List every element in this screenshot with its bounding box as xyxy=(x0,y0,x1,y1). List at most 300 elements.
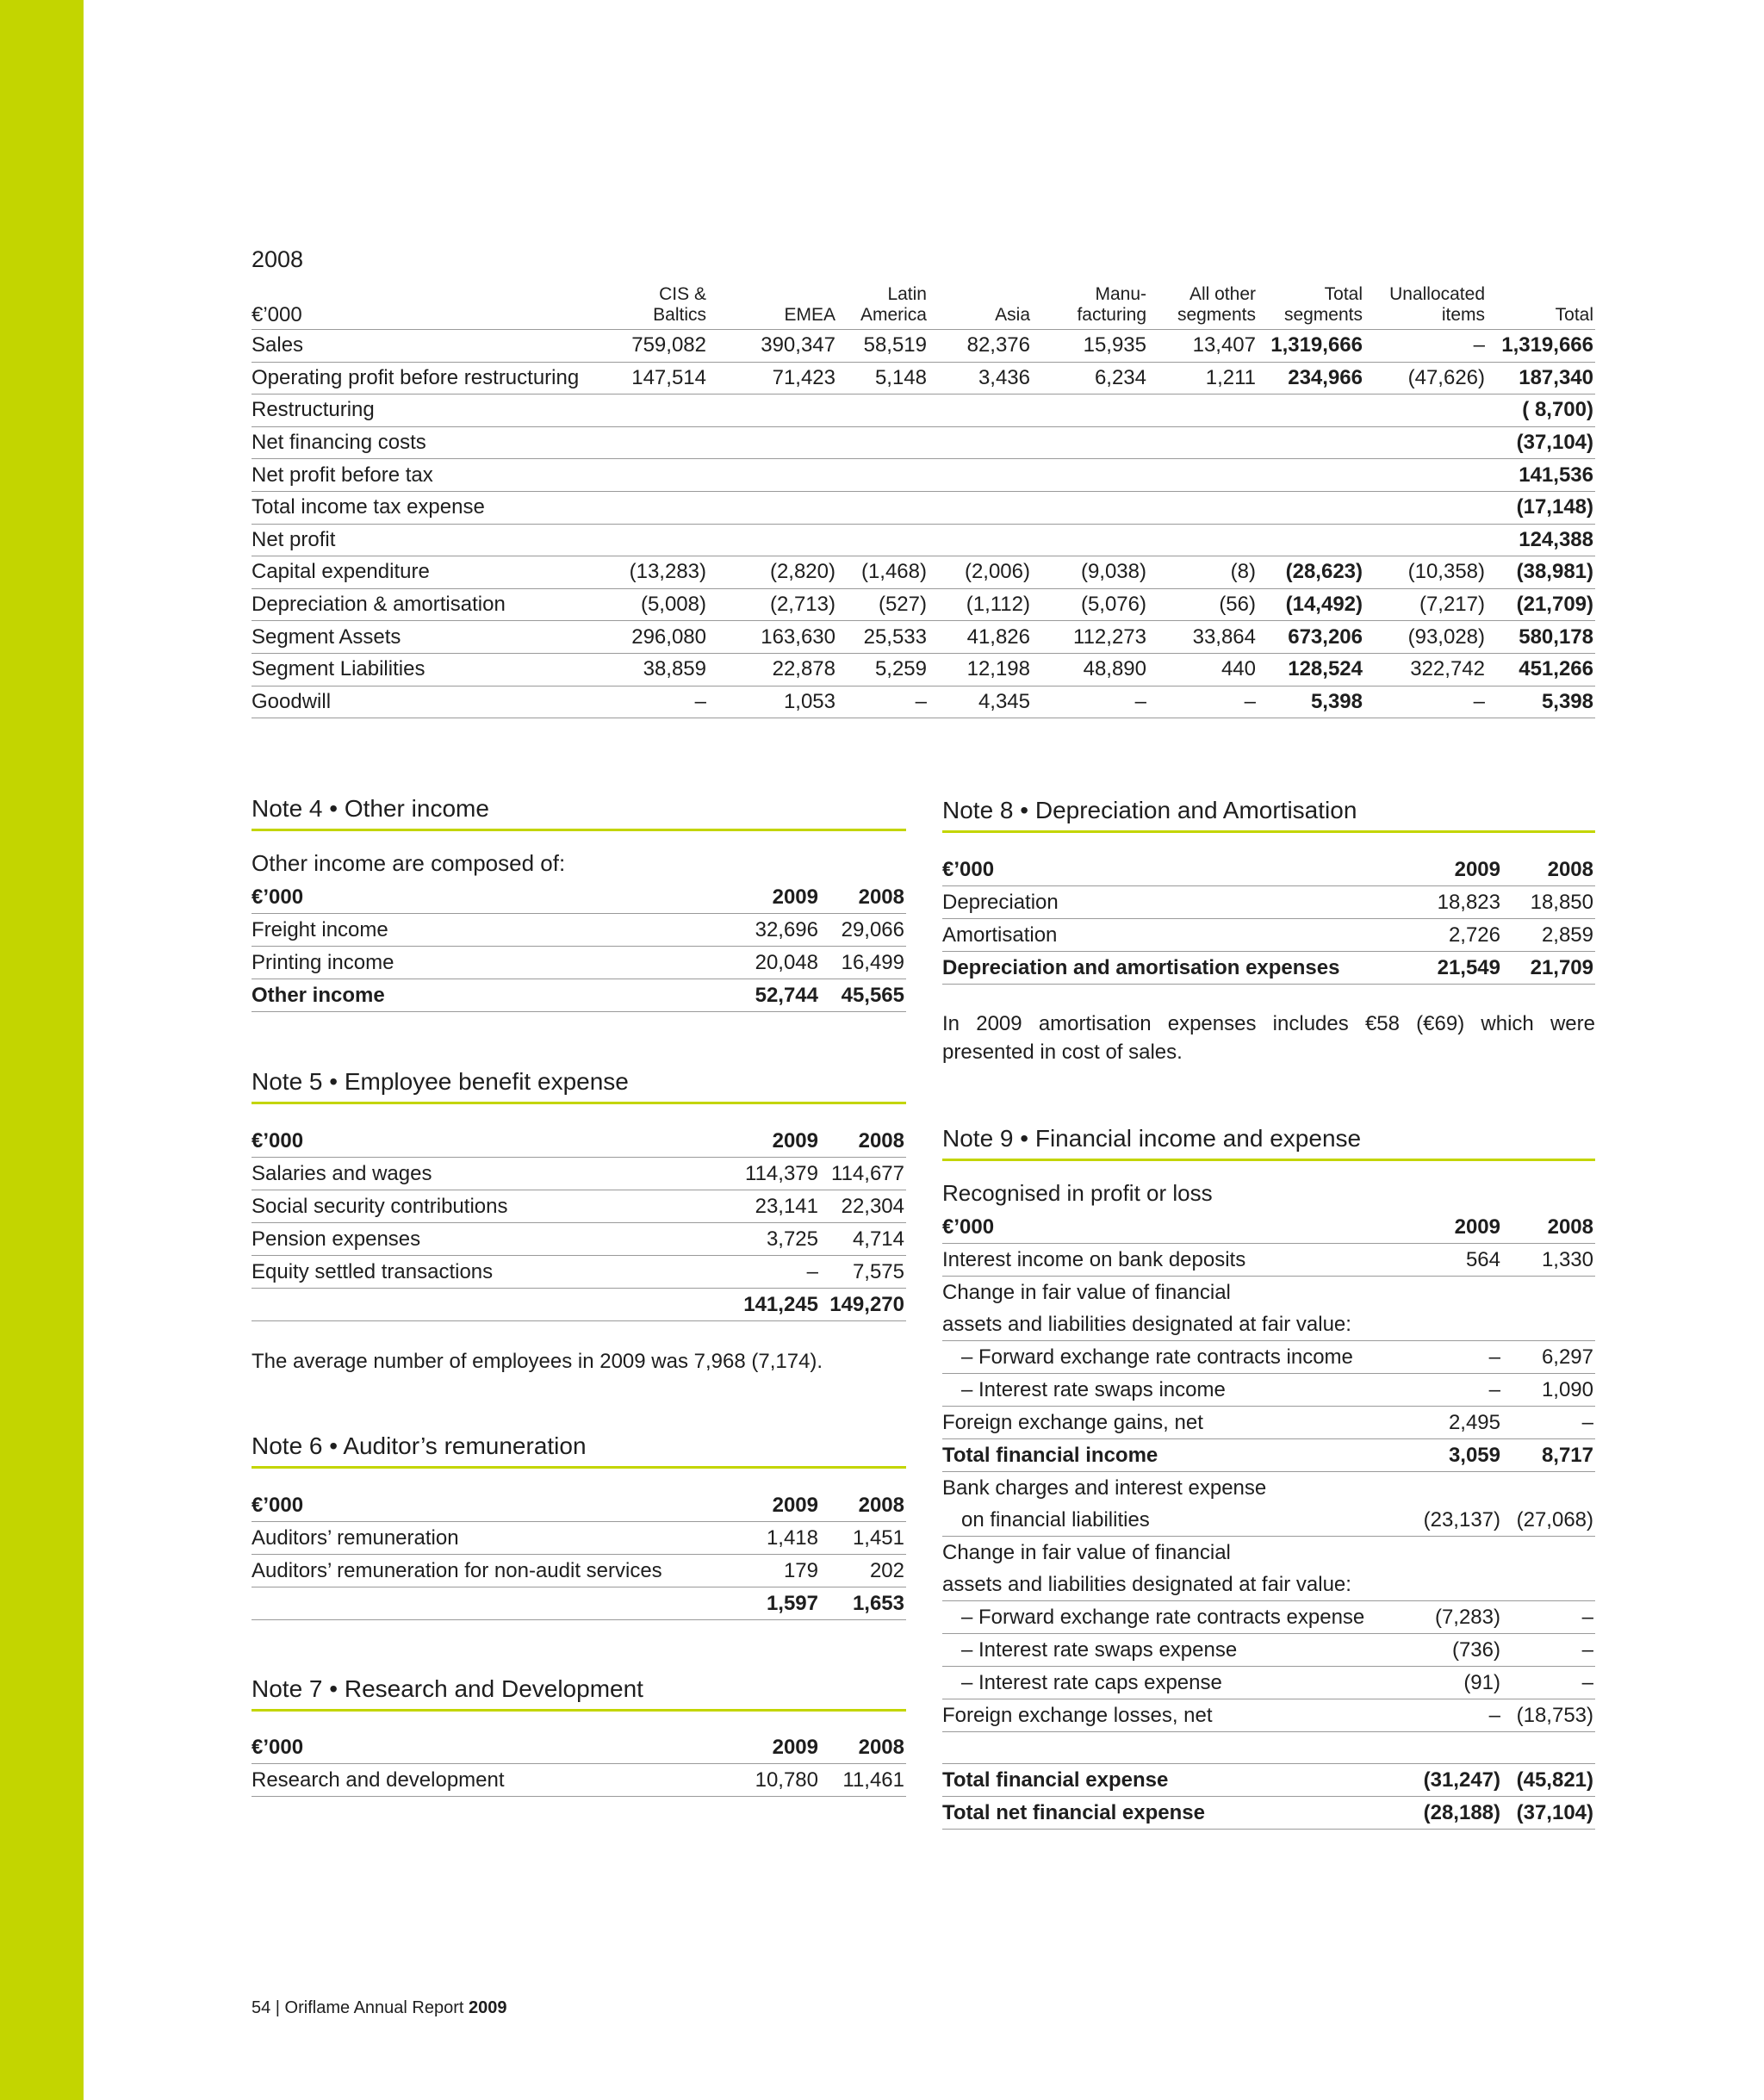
segment-header-latin-america: Latin America xyxy=(837,284,929,330)
segment-cell-latin-america xyxy=(837,395,929,427)
row-label: Bank charges and interest expense xyxy=(942,1476,1267,1500)
row-label xyxy=(252,1587,717,1620)
table-row xyxy=(252,395,1595,427)
segment-year-heading: 2008 xyxy=(252,246,304,272)
segment-cell-total-segments: (14,492) xyxy=(1258,588,1364,621)
segment-cell-latin-america: 5,259 xyxy=(837,653,929,686)
value-2008: 22,304 xyxy=(820,1190,906,1223)
segment-cell-manufacturing: 6,234 xyxy=(1032,362,1148,395)
table-row xyxy=(942,1601,1595,1634)
segment-cell-manufacturing xyxy=(1032,395,1148,427)
segment-table-header xyxy=(252,284,1595,330)
value-2008: 114,677 xyxy=(820,1158,906,1190)
value-2008: 6,297 xyxy=(1502,1341,1595,1374)
value-2009: – xyxy=(1390,1341,1502,1374)
row-label: Operating profit before restructuring xyxy=(252,362,613,395)
note5-header-2008: 2008 xyxy=(820,1125,906,1158)
value-2009: 1,418 xyxy=(717,1522,820,1555)
segment-cell-latin-america xyxy=(837,524,929,556)
row-label: – Forward exchange rate contracts income xyxy=(942,1341,1390,1374)
row-label: Total income tax expense xyxy=(252,491,613,524)
segment-cell-latin-america: (527) xyxy=(837,588,929,621)
note6-table xyxy=(252,1489,906,1620)
value-2009: 21,549 xyxy=(1390,952,1502,985)
value-2008: 29,066 xyxy=(820,914,906,947)
value-2009: – xyxy=(717,1256,820,1289)
value-2008: – xyxy=(1502,1407,1595,1439)
table-row xyxy=(252,686,1595,718)
segment-cell-total: 124,388 xyxy=(1487,524,1595,556)
segment-cell-manufacturing xyxy=(1032,459,1148,492)
table-row xyxy=(252,621,1595,654)
segment-cell-cis-baltics: 38,859 xyxy=(613,653,708,686)
segment-cell-manufacturing xyxy=(1032,426,1148,459)
segment-header-total: Total xyxy=(1487,284,1595,330)
note6-header-unit: €’000 xyxy=(252,1489,717,1522)
row-label: Depreciation and amortisation expenses xyxy=(942,952,1390,985)
note5-text: The average number of employees in 2009 was 7,968 (7,174). xyxy=(252,1350,823,1373)
value-2008: 202 xyxy=(820,1555,906,1587)
table-row xyxy=(252,1256,906,1289)
note4-header-unit: €’000 xyxy=(252,881,717,914)
value-2009: 1,597 xyxy=(717,1587,820,1620)
value-2008: – xyxy=(1502,1601,1595,1634)
table-row xyxy=(252,1764,906,1797)
segment-cell-emea xyxy=(708,491,837,524)
segment-cell-cis-baltics xyxy=(613,524,708,556)
value-2009: (736) xyxy=(1390,1634,1502,1667)
value-2008: 45,565 xyxy=(820,979,906,1012)
segment-cell-total-segments: (28,623) xyxy=(1258,556,1364,589)
row-label: Foreign exchange gains, net xyxy=(942,1407,1390,1439)
table-row xyxy=(942,1667,1595,1699)
segment-cell-total-segments xyxy=(1258,426,1364,459)
segment-header-unallocated-items: Unallocated items xyxy=(1364,284,1487,330)
segment-cell-manufacturing: 112,273 xyxy=(1032,621,1148,654)
segment-cell-all-other-segments: 33,864 xyxy=(1148,621,1258,654)
note6-header-2009: 2009 xyxy=(717,1489,820,1522)
value-2009: (91) xyxy=(1390,1667,1502,1699)
note9-title: Note 9 • Financial income and expense xyxy=(942,1124,1595,1161)
row-label: Total financial expense xyxy=(942,1764,1390,1797)
segment-cell-cis-baltics: 147,514 xyxy=(613,362,708,395)
segment-cell-total: 141,536 xyxy=(1487,459,1595,492)
row-label: Depreciation & amortisation xyxy=(252,588,613,621)
note4-table xyxy=(252,881,906,1012)
segment-cell-emea xyxy=(708,395,837,427)
segment-cell-total: 1,319,666 xyxy=(1487,330,1595,363)
segment-cell-emea xyxy=(708,426,837,459)
value-2008: 11,461 xyxy=(820,1764,906,1797)
segment-cell-emea: 1,053 xyxy=(708,686,837,718)
segment-cell-unallocated-items xyxy=(1364,491,1487,524)
segment-cell-manufacturing xyxy=(1032,524,1148,556)
value-2008: 4,714 xyxy=(820,1223,906,1256)
segment-cell-all-other-segments: 440 xyxy=(1148,653,1258,686)
value-2009: 3,059 xyxy=(1390,1439,1502,1472)
segment-cell-cis-baltics: (5,008) xyxy=(613,588,708,621)
table-row xyxy=(942,1472,1595,1505)
row-label: Freight income xyxy=(252,914,717,947)
segment-cell-asia: 41,826 xyxy=(929,621,1032,654)
spacer-row xyxy=(942,1732,1595,1764)
row-label: Auditors’ remuneration xyxy=(252,1522,717,1555)
total-row xyxy=(252,979,906,1012)
value-2008: 18,850 xyxy=(1502,886,1595,919)
segment-cell-all-other-segments xyxy=(1148,426,1258,459)
row-label: Sales xyxy=(252,330,613,363)
segment-cell-cis-baltics xyxy=(613,426,708,459)
segment-cell-unallocated-items: (93,028) xyxy=(1364,621,1487,654)
row-label: Printing income xyxy=(252,947,717,979)
value-2009: 179 xyxy=(717,1555,820,1587)
table-row xyxy=(942,1569,1595,1601)
segment-cell-all-other-segments: (56) xyxy=(1148,588,1258,621)
value-2009: 10,780 xyxy=(717,1764,820,1797)
row-label: Equity settled transactions xyxy=(252,1256,717,1289)
segment-cell-total: (37,104) xyxy=(1487,426,1595,459)
table-row xyxy=(252,653,1595,686)
table-row xyxy=(942,886,1595,919)
table-row xyxy=(252,426,1595,459)
total-row xyxy=(942,1764,1595,1797)
segment-cell-latin-america: – xyxy=(837,686,929,718)
table-row xyxy=(252,588,1595,621)
segment-cell-asia xyxy=(929,524,1032,556)
value-2009: (31,247) xyxy=(1390,1764,1502,1797)
segment-cell-total: (21,709) xyxy=(1487,588,1595,621)
segment-cell-total-segments: 128,524 xyxy=(1258,653,1364,686)
row-label: – Interest rate caps expense xyxy=(942,1667,1390,1699)
table-row xyxy=(942,1504,1595,1537)
table-row xyxy=(942,1374,1595,1407)
note5-header-2009: 2009 xyxy=(717,1125,820,1158)
value-2009: 2,726 xyxy=(1390,919,1502,952)
segment-cell-emea: (2,713) xyxy=(708,588,837,621)
row-label: Net profit before tax xyxy=(252,459,613,492)
segment-cell-all-other-segments xyxy=(1148,491,1258,524)
total-row xyxy=(942,1797,1595,1830)
total-row xyxy=(942,952,1595,985)
value-2008: – xyxy=(1502,1634,1595,1667)
segment-cell-unallocated-items: – xyxy=(1364,330,1487,363)
segment-cell-all-other-segments: (8) xyxy=(1148,556,1258,589)
row-label: – Forward exchange rate contracts expense xyxy=(942,1601,1390,1634)
row-label: Social security contributions xyxy=(252,1190,717,1223)
note6-header-2008: 2008 xyxy=(820,1489,906,1522)
note5-header-unit: €’000 xyxy=(252,1125,717,1158)
value-2008: – xyxy=(1502,1667,1595,1699)
value-2009: (23,137) xyxy=(1390,1504,1502,1537)
value-2009: (28,188) xyxy=(1390,1797,1502,1830)
note8-header-row xyxy=(942,854,1595,886)
segment-cell-all-other-segments: 13,407 xyxy=(1148,330,1258,363)
note5-table xyxy=(252,1125,906,1321)
note7-header-2009: 2009 xyxy=(717,1731,820,1764)
table-row xyxy=(942,1407,1595,1439)
segment-cell-total: 187,340 xyxy=(1487,362,1595,395)
row-label xyxy=(252,1289,717,1321)
value-2009: 32,696 xyxy=(717,914,820,947)
segment-cell-asia: 3,436 xyxy=(929,362,1032,395)
note9-subtitle: Recognised in profit or loss xyxy=(942,1180,1213,1206)
row-label: Auditors’ remuneration for non-audit services xyxy=(252,1555,717,1587)
row-label: on financial liabilities xyxy=(942,1504,1390,1537)
segment-cell-all-other-segments: – xyxy=(1148,686,1258,718)
segment-cell-emea: 390,347 xyxy=(708,330,837,363)
value-2008: (18,753) xyxy=(1502,1699,1595,1732)
value-2009: – xyxy=(1390,1699,1502,1732)
segment-cell-unallocated-items: – xyxy=(1364,686,1487,718)
segment-cell-total-segments: 5,398 xyxy=(1258,686,1364,718)
segment-cell-total: 5,398 xyxy=(1487,686,1595,718)
value-2009: – xyxy=(1390,1374,1502,1407)
segment-cell-unallocated-items: (10,358) xyxy=(1364,556,1487,589)
row-label: assets and liabilities designated at fair value: xyxy=(942,1308,1595,1341)
table-row xyxy=(942,1244,1595,1277)
table-row xyxy=(942,1308,1595,1341)
note4-subtitle: Other income are composed of: xyxy=(252,850,566,876)
row-label: Interest income on bank deposits xyxy=(942,1244,1390,1277)
segment-cell-total-segments: 673,206 xyxy=(1258,621,1364,654)
segment-cell-manufacturing: – xyxy=(1032,686,1148,718)
value-2008: (37,104) xyxy=(1502,1797,1595,1830)
note9-header-row xyxy=(942,1211,1595,1244)
segment-cell-asia: (2,006) xyxy=(929,556,1032,589)
table-row xyxy=(942,919,1595,952)
segment-cell-emea: 71,423 xyxy=(708,362,837,395)
note8-header-unit: €’000 xyxy=(942,854,1390,886)
row-label: – Interest rate swaps expense xyxy=(942,1634,1390,1667)
segment-cell-total-segments xyxy=(1258,524,1364,556)
total-row xyxy=(942,1439,1595,1472)
segment-cell-unallocated-items: (47,626) xyxy=(1364,362,1487,395)
segment-header-total-segments: Total segments xyxy=(1258,284,1364,330)
segment-cell-total-segments xyxy=(1258,459,1364,492)
value-2009: 564 xyxy=(1390,1244,1502,1277)
row-label: Pension expenses xyxy=(252,1223,717,1256)
segment-cell-asia xyxy=(929,459,1032,492)
segment-cell-unallocated-items: (7,217) xyxy=(1364,588,1487,621)
value-2009: 2,495 xyxy=(1390,1407,1502,1439)
segment-cell-cis-baltics: 759,082 xyxy=(613,330,708,363)
segment-cell-asia: 4,345 xyxy=(929,686,1032,718)
value-2008: 7,575 xyxy=(820,1256,906,1289)
table-row xyxy=(252,362,1595,395)
segment-cell-asia: 12,198 xyxy=(929,653,1032,686)
segment-cell-cis-baltics: – xyxy=(613,686,708,718)
note9-header-unit: €’000 xyxy=(942,1211,1390,1244)
table-row xyxy=(942,1277,1595,1309)
segment-cell-total: 580,178 xyxy=(1487,621,1595,654)
segment-cell-latin-america: 58,519 xyxy=(837,330,929,363)
table-row xyxy=(252,524,1595,556)
row-label: Segment Assets xyxy=(252,621,613,654)
value-2009: 18,823 xyxy=(1390,886,1502,919)
segment-cell-cis-baltics xyxy=(613,395,708,427)
table-row xyxy=(252,1555,906,1587)
note8-text: In 2009 amortisation expenses includes €58 (€69) which were presented in cost of sales. xyxy=(942,1012,1595,1064)
segment-cell-unallocated-items xyxy=(1364,524,1487,556)
note5-title: Note 5 • Employee benefit expense xyxy=(252,1067,906,1104)
segment-cell-emea: 22,878 xyxy=(708,653,837,686)
row-label: – Interest rate swaps income xyxy=(942,1374,1390,1407)
value-2009: 23,141 xyxy=(717,1190,820,1223)
value-2008: 21,709 xyxy=(1502,952,1595,985)
note7-title: Note 7 • Research and Development xyxy=(252,1674,906,1712)
row-label: Net profit xyxy=(252,524,613,556)
note8-header-2008: 2008 xyxy=(1502,854,1595,886)
segment-header-all-other-segments: All other segments xyxy=(1148,284,1258,330)
note4-header-2008: 2008 xyxy=(820,881,906,914)
row-label: Total financial income xyxy=(942,1439,1390,1472)
table-row xyxy=(252,1522,906,1555)
value-2008: 1,653 xyxy=(820,1587,906,1620)
note8-header-2009: 2009 xyxy=(1390,854,1502,886)
segment-cell-all-other-segments xyxy=(1148,395,1258,427)
note7-header-unit: €’000 xyxy=(252,1731,717,1764)
row-label: Other income xyxy=(252,979,717,1012)
segment-cell-emea: (2,820) xyxy=(708,556,837,589)
note4-header-2009: 2009 xyxy=(717,881,820,914)
table-row xyxy=(252,1158,906,1190)
segment-cell-latin-america xyxy=(837,426,929,459)
value-2009: 3,725 xyxy=(717,1223,820,1256)
table-row xyxy=(252,556,1595,589)
note8-title: Note 8 • Depreciation and Amortisation xyxy=(942,796,1595,833)
segment-cell-all-other-segments xyxy=(1148,524,1258,556)
segment-cell-unallocated-items xyxy=(1364,395,1487,427)
segment-cell-total: ( 8,700) xyxy=(1487,395,1595,427)
note8-table xyxy=(942,854,1595,985)
value-2009: 141,245 xyxy=(717,1289,820,1321)
table-row xyxy=(252,1223,906,1256)
value-2008: 8,717 xyxy=(1502,1439,1595,1472)
row-label: Change in fair value of financial xyxy=(942,1280,1231,1304)
note9-table xyxy=(942,1211,1595,1830)
row-label: Depreciation xyxy=(942,886,1390,919)
table-row xyxy=(942,1634,1595,1667)
segment-cell-unallocated-items: 322,742 xyxy=(1364,653,1487,686)
table-row xyxy=(252,1190,906,1223)
segment-header-emea: EMEA xyxy=(708,284,837,330)
segment-cell-latin-america: 25,533 xyxy=(837,621,929,654)
segment-header-manufacturing: Manu- facturing xyxy=(1032,284,1148,330)
segment-cell-total-segments: 234,966 xyxy=(1258,362,1364,395)
segment-cell-cis-baltics xyxy=(613,459,708,492)
value-2009: (7,283) xyxy=(1390,1601,1502,1634)
value-2008: 149,270 xyxy=(820,1289,906,1321)
segment-cell-manufacturing: (9,038) xyxy=(1032,556,1148,589)
segment-cell-latin-america xyxy=(837,459,929,492)
value-2008: 2,859 xyxy=(1502,919,1595,952)
segment-cell-asia: (1,112) xyxy=(929,588,1032,621)
segment-cell-manufacturing: 15,935 xyxy=(1032,330,1148,363)
segment-cell-total: (17,148) xyxy=(1487,491,1595,524)
segment-cell-manufacturing: (5,076) xyxy=(1032,588,1148,621)
note7-header-2008: 2008 xyxy=(820,1731,906,1764)
row-label: Research and development xyxy=(252,1764,717,1797)
table-row xyxy=(942,1537,1595,1569)
footer-text: 54 | Oriflame Annual Report xyxy=(252,1998,469,2017)
segment-cell-latin-america: (1,468) xyxy=(837,556,929,589)
segment-cell-all-other-segments: 1,211 xyxy=(1148,362,1258,395)
table-row xyxy=(252,914,906,947)
table-row xyxy=(252,491,1595,524)
segment-header-cis-baltics: CIS & Baltics xyxy=(613,284,708,330)
segment-cell-total: (38,981) xyxy=(1487,556,1595,589)
segment-cell-total-segments xyxy=(1258,491,1364,524)
segment-header-asia: Asia xyxy=(929,284,1032,330)
table-row xyxy=(252,330,1595,363)
segment-cell-total-segments: 1,319,666 xyxy=(1258,330,1364,363)
note4-title: Note 4 • Other income xyxy=(252,794,906,831)
row-label: Salaries and wages xyxy=(252,1158,717,1190)
segment-cell-asia: 82,376 xyxy=(929,330,1032,363)
table-row xyxy=(252,459,1595,492)
value-2008: 16,499 xyxy=(820,947,906,979)
segment-cell-cis-baltics xyxy=(613,491,708,524)
segment-cell-asia xyxy=(929,491,1032,524)
table-row xyxy=(942,1699,1595,1732)
note4-header-row xyxy=(252,881,906,914)
row-label: Segment Liabilities xyxy=(252,653,613,686)
value-2008: (45,821) xyxy=(1502,1764,1595,1797)
segment-cell-emea xyxy=(708,524,837,556)
row-label: Capital expenditure xyxy=(252,556,613,589)
segment-cell-unallocated-items xyxy=(1364,426,1487,459)
segment-cell-cis-baltics: 296,080 xyxy=(613,621,708,654)
segment-cell-asia xyxy=(929,395,1032,427)
value-2009: 52,744 xyxy=(717,979,820,1012)
accent-sidebar xyxy=(0,0,84,2100)
segment-table xyxy=(252,284,1595,718)
value-2008: (27,068) xyxy=(1502,1504,1595,1537)
table-row xyxy=(252,947,906,979)
segment-header-unit: €’000 xyxy=(252,284,613,330)
segment-cell-total-segments xyxy=(1258,395,1364,427)
segment-cell-emea xyxy=(708,459,837,492)
value-2008: 1,330 xyxy=(1502,1244,1595,1277)
segment-cell-manufacturing xyxy=(1032,491,1148,524)
value-2008: 1,451 xyxy=(820,1522,906,1555)
segment-cell-emea: 163,630 xyxy=(708,621,837,654)
total-row xyxy=(252,1587,906,1620)
segment-cell-total: 451,266 xyxy=(1487,653,1595,686)
segment-cell-manufacturing: 48,890 xyxy=(1032,653,1148,686)
note7-table xyxy=(252,1731,906,1797)
note9-header-2009: 2009 xyxy=(1390,1211,1502,1244)
total-row xyxy=(252,1289,906,1321)
value-2008: 1,090 xyxy=(1502,1374,1595,1407)
row-label: Restructuring xyxy=(252,395,613,427)
note5-header-row xyxy=(252,1125,906,1158)
value-2009: 20,048 xyxy=(717,947,820,979)
row-label: assets and liabilities designated at fair value: xyxy=(942,1569,1595,1601)
segment-cell-cis-baltics: (13,283) xyxy=(613,556,708,589)
note6-title: Note 6 • Auditor’s remuneration xyxy=(252,1432,906,1469)
row-label: Net financing costs xyxy=(252,426,613,459)
note9-header-2008: 2008 xyxy=(1502,1211,1595,1244)
page-footer xyxy=(252,1998,507,2018)
segment-cell-unallocated-items xyxy=(1364,459,1487,492)
row-label: Goodwill xyxy=(252,686,613,718)
row-label: Foreign exchange losses, net xyxy=(942,1699,1390,1732)
note7-header-row xyxy=(252,1731,906,1764)
value-2009: 114,379 xyxy=(717,1158,820,1190)
segment-cell-asia xyxy=(929,426,1032,459)
footer-year: 2009 xyxy=(469,1998,507,2017)
